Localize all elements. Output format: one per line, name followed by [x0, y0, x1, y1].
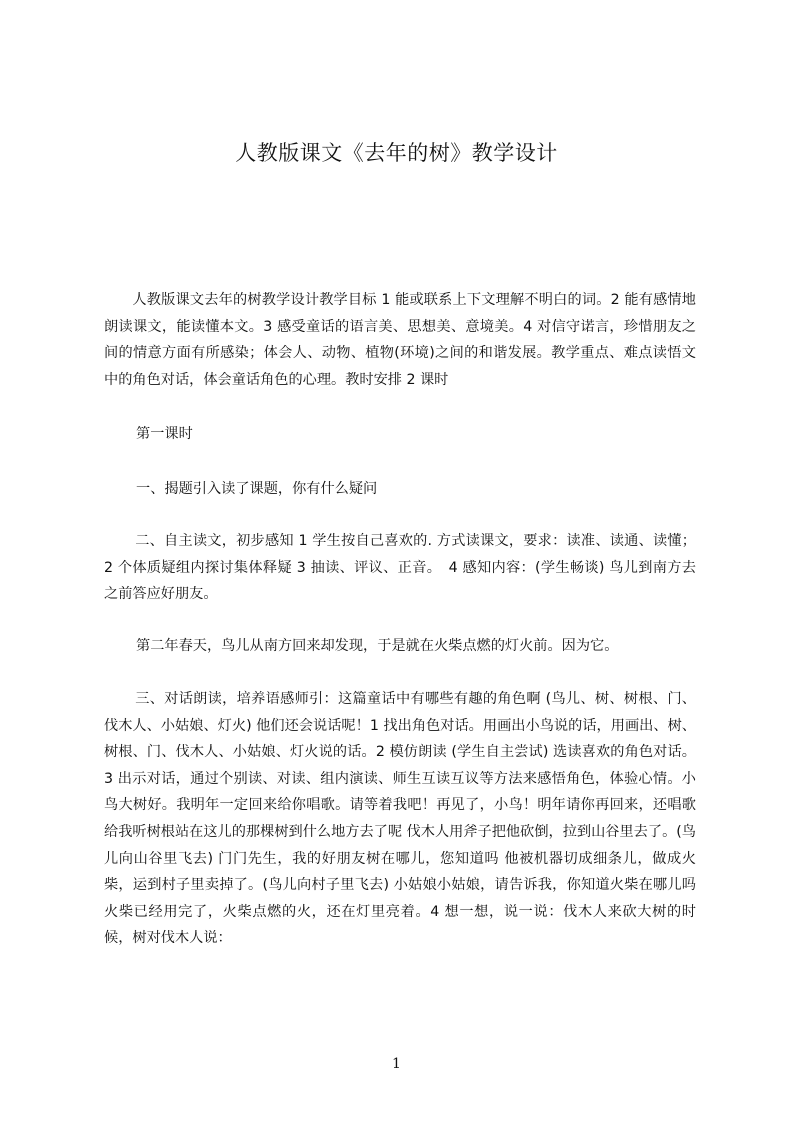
page-number: 1: [392, 1056, 401, 1072]
paragraph-first-lesson-heading: 第一课时: [136, 426, 193, 442]
paragraph-section-two: 二、自主读文，初步感知 1 学生按自己喜欢的. 方式读课文，要求：读准、读通、读懂；2 个体质疑组内探讨集体释疑 3 抽读、评议、正音。 4 感知内容：(学生畅谈) 鸟儿到南方去之前答应好朋友。: [104, 533, 696, 603]
paragraph-second-spring: 第二年春天，鸟儿从南方回来却发现，于是就在火柴点燃的灯火前。因为它。: [136, 638, 619, 654]
paragraph-section-three: 三、对话朗读，培养语感师引：这篇童话中有哪些有趣的角色啊 (鸟儿、树、树根、门、伐木人、小姑娘、灯火) 他们还会说话呢！1 找出角色对话。用画出小鸟说的话，用画出、树、树根、门、伐木人、小姑娘、灯火说的话。2 模仿朗读 (学生自主尝试) 选读喜欢的角色对话。3 出示对话，通过个别读、对读、组内演读、师生互读互议等方法来感悟角色，体验心情。小鸟大树好。我明年一定回来给你唱歌。请等着我吧！再见了，小鸟！明年请你再回来，还唱歌给我听树根站在这儿的那棵树到什么地方去了呢 伐木人用斧子把他砍倒，拉到山谷里去了。(鸟儿向山谷里飞去) 门门先生，我的好朋友树在哪儿，您知道吗 他被机器切成细条儿，做成火柴，运到村子里卖掉了。(鸟儿向村子里飞去) 小姑娘小姑娘，请告诉我，你知道火柴在哪儿吗 火柴已经用完了，火柴点燃的火，还在灯里亮着。4 想一想，说一说：伐木人来砍大树的时候，树对伐木人说：: [104, 691, 696, 947]
document-title: 人教版课文《去年的树》教学设计: [235, 141, 558, 165]
paragraph-teaching-objectives: 人教版课文去年的树教学设计教学目标 1 能或联系上下文理解不明白的词。2 能有感情地朗读课文，能读懂本文。3 感受童话的语言美、思想美、意境美。4 对信守诺言，珍惜朋友之间的情意方面有所感染；体会人、动物、植物(环境)之间的和谐发展。教学重点、难点读悟文中的角色对话，体会童话角色的心理。教时安排 2 课时: [104, 292, 696, 388]
paragraph-section-one: 一、揭题引入读了课题，你有什么疑问: [136, 481, 378, 497]
